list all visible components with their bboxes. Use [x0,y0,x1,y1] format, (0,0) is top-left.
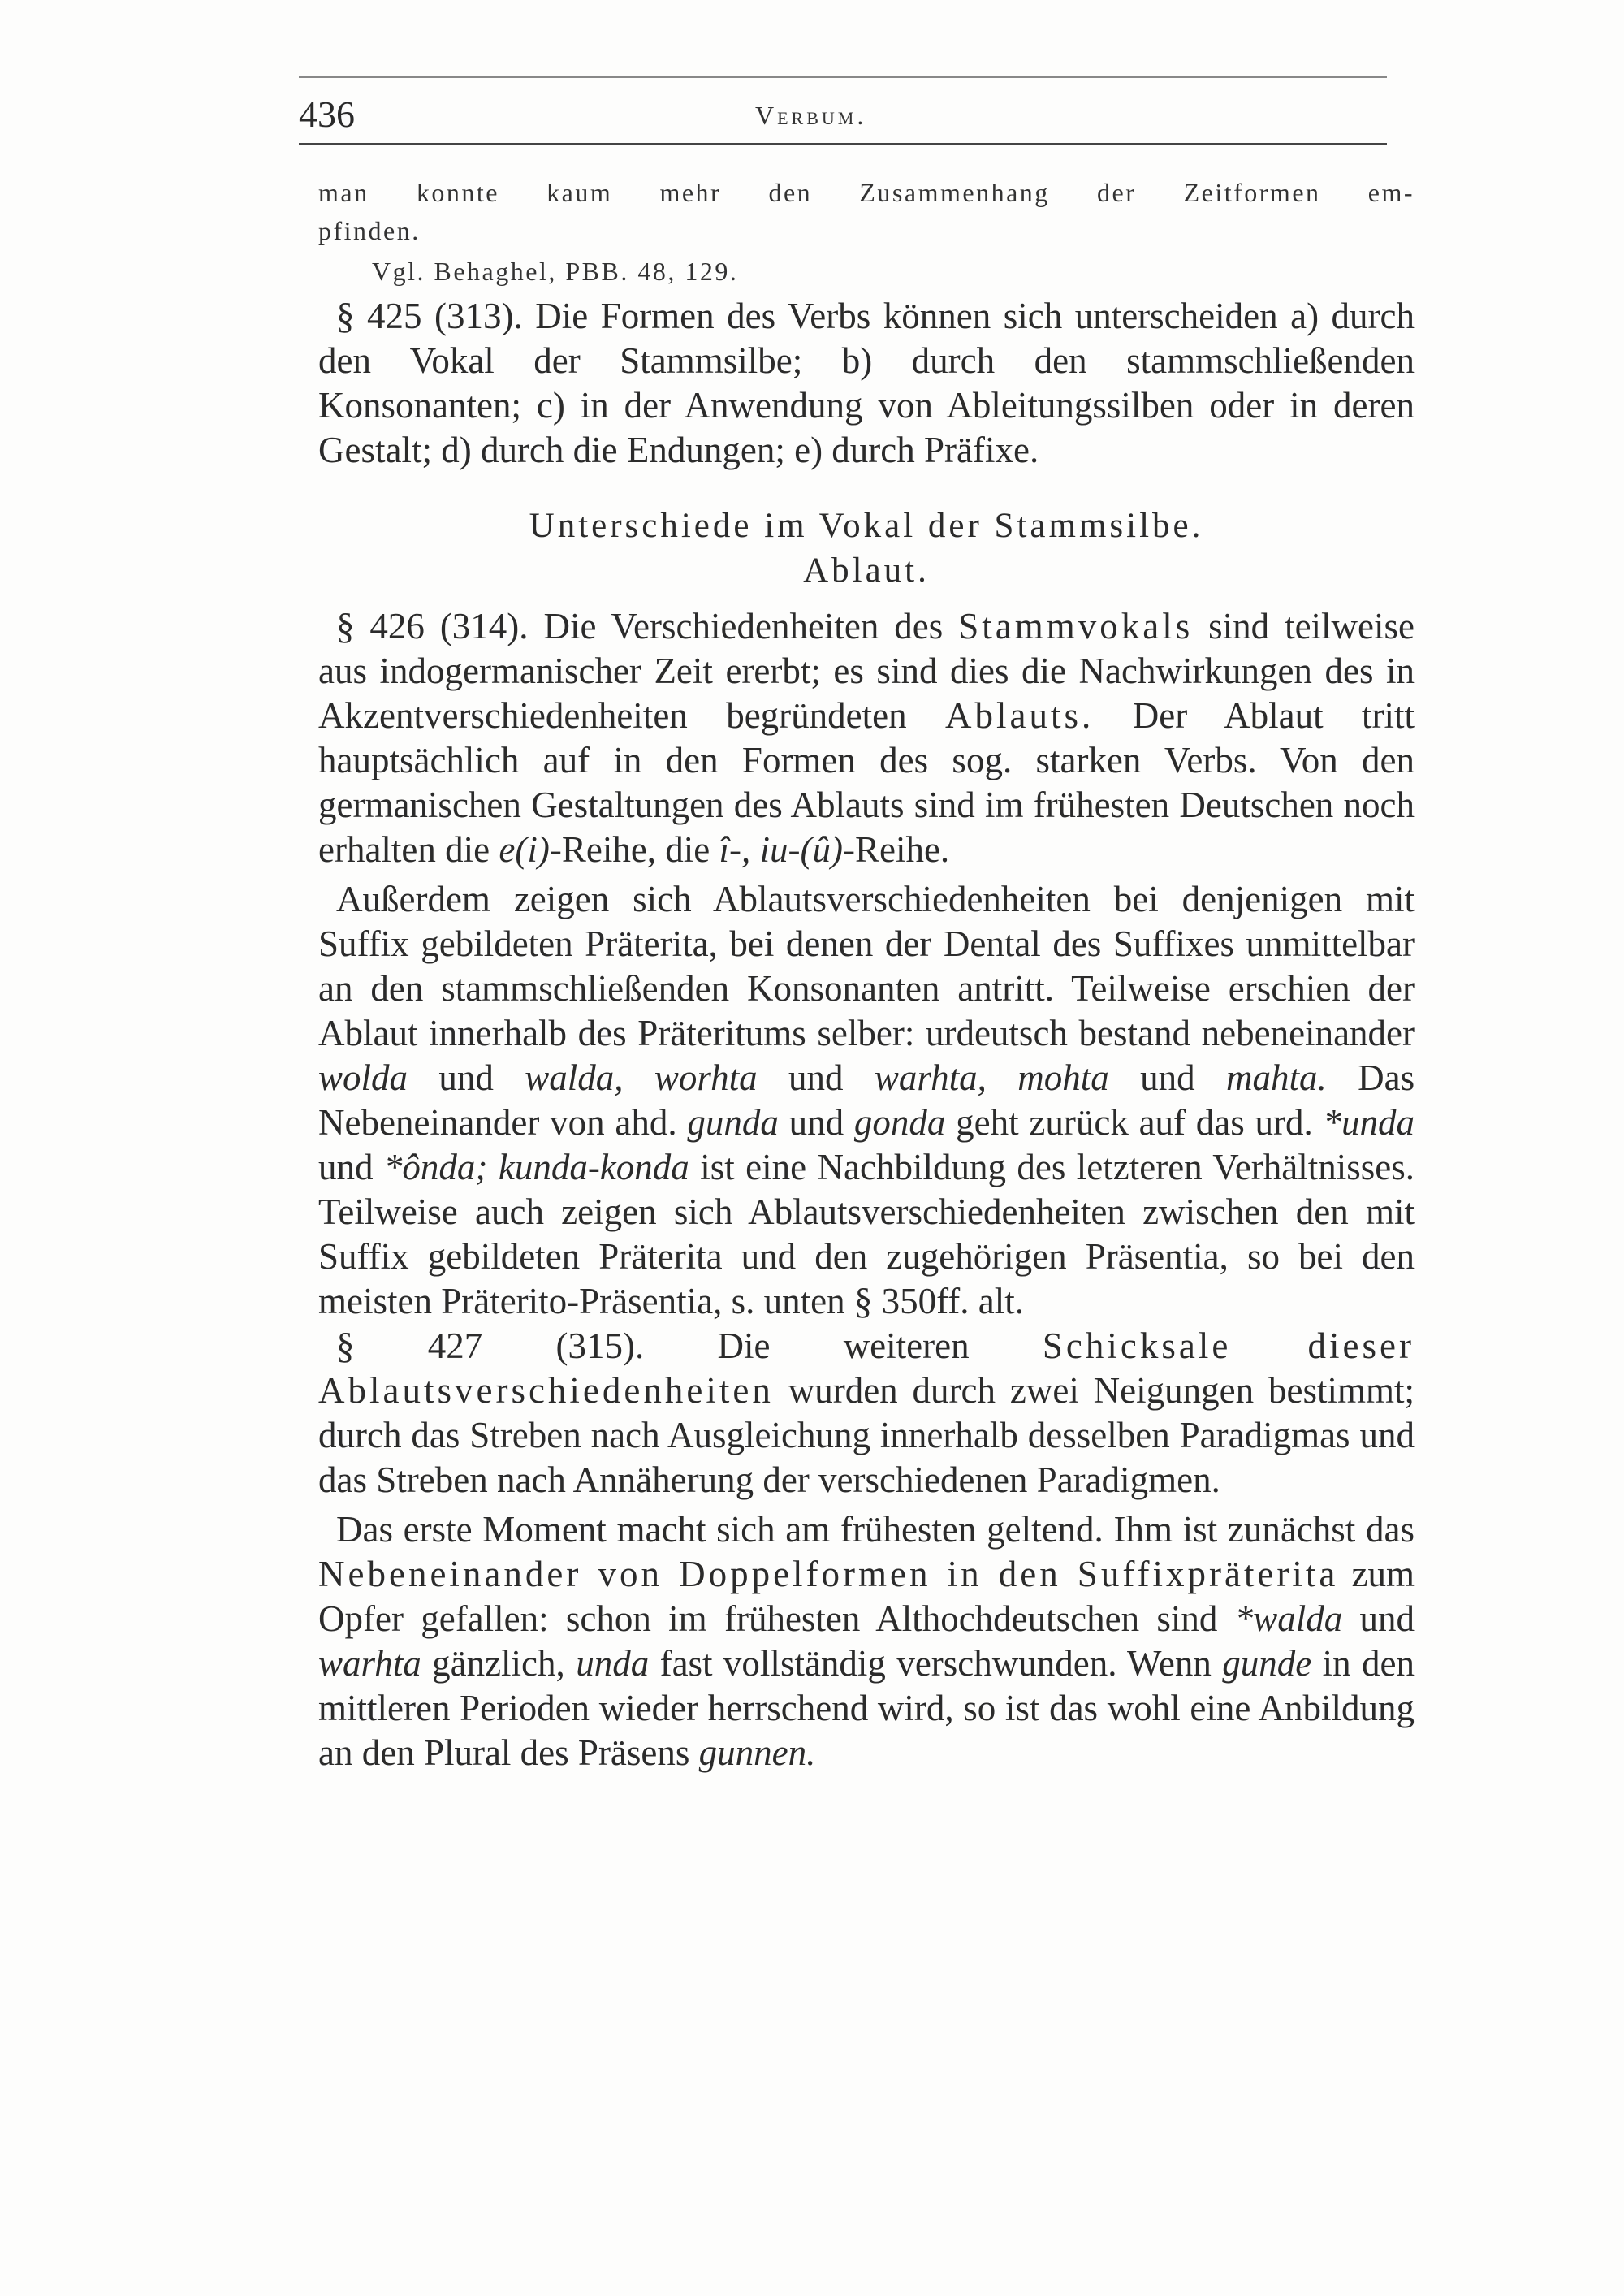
italic-term-gunnen: gunnen. [698,1732,816,1773]
section-marker-425: § 425 (313). [336,296,523,336]
paragraph-426b-text-9: ist eine Nachbildung des letzteren Verhältnisses. Teilweise auch zeigen sich Ablautsverschiedenheiten zwischen den mit Suffix gebildeten Präterita und den zugehörigen Präsentia, so bei den meisten Präterito-Präsentia, s. unten § 350ff. alt. [318,1147,1415,1321]
spaced-term-nebeneinander: Nebeneinander von Doppelformen in den Suffixpräterita [318,1554,1339,1594]
paragraph-427b-text-1: Das erste Moment macht sich am frühesten geltend. Ihm ist zunächst das [336,1509,1415,1550]
paragraph-427b-text-6: in den mittleren Perioden wieder herrschend wird, so ist das wohl eine Anbildung an den Plural des Präsens [318,1643,1415,1773]
paragraph-426b-text-2: und [438,1057,494,1098]
italic-term-warhta-mohta: warhta, mohta [874,1057,1109,1098]
paragraph-426b-text-3: und [788,1057,844,1098]
spaced-term-schicksale: Schicksale dieser Ablautsverschiedenheiten [318,1325,1415,1411]
paragraph-427-continued [318,1507,1415,1775]
italic-term-mahta: mahta. [1225,1057,1327,1098]
top-rule [299,76,1387,78]
paragraph-425-text: Die Formen des Verbs können sich unterscheiden a) durch den Vokal der Stammsilbe; b) durch den stammschließenden Konsonanten; c) in der Anwendung von Ableitungssilben oder in deren Gestalt; d) durch die Endungen; e) durch Präfixe. [318,296,1415,470]
italic-term-kunda-konda: kunda-konda [498,1147,689,1187]
italic-term-e-i: e(i) [499,829,550,870]
subsection-heading: Ablaut. [803,551,930,590]
paragraph-427b-text-3: und [1359,1598,1415,1639]
paragraph-426-continued [318,877,1415,1324]
body-text [318,174,1415,1775]
intro-line-2: pfinden. [318,216,421,245]
paragraph-426b-text-6: und [788,1102,844,1143]
paragraph-427b-text-2: zum Opfer gefallen: schon im frühesten Althochdeutschen sind [318,1554,1415,1639]
italic-term-i-iu-u: î-, iu-(û) [719,829,843,870]
page-number: 436 [299,93,355,135]
reference-line: Vgl. Behaghel, PBB. 48, 129. [372,257,739,286]
paragraph-426b-text-8: und [318,1147,374,1187]
spaced-term-stammvokals: Stammvokals [958,606,1194,646]
paragraph-426b-text-5: Das Nebeneinander von ahd. [318,1057,1415,1143]
paragraph-426-text-5: -Reihe. [842,829,950,870]
italic-term-walda: *walda [1234,1598,1343,1639]
paragraph-426-text-4: -Reihe, die [549,829,710,870]
paragraph-426-text-2: sind teilweise aus indogermanischer Zeit ererbt; es sind dies die Nachwirkungen des in Akzentverschiedenheiten begründeten [318,606,1415,736]
paragraph-426-text-3: Der Ablaut tritt hauptsächlich auf in den Formen des sog. starken Verbs. Von den germanischen Gestaltungen des Ablauts sind im frühesten Deutschen noch erhalten die [318,695,1415,870]
italic-term-wolda: wolda [318,1057,408,1098]
paragraph-426-text-1: Die Verschiedenheiten des [543,606,944,646]
paragraph-426b-text-4: und [1140,1057,1195,1098]
running-title: Verbum. [755,101,867,130]
paragraph-427-text-2: wurden durch zwei Neigungen bestimmt; durch das Streben nach Ausgleichung innerhalb desselben Paradigmas und das Streben nach Annäherung der verschiedenen Paradigmen. [318,1370,1415,1500]
italic-term-walda-worhta: walda, worhta [525,1057,758,1098]
paragraph-426b-text-7: geht zurück auf das urd. [956,1102,1313,1143]
intro-line-1: man konnte kaum mehr den Zusammenhang der Zeitformen em- [318,178,1415,207]
section-heading: Unterschiede im Vokal der Stammsilbe. [529,507,1204,545]
italic-term-onda: *ônda; [383,1147,488,1187]
section-marker-426: § 426 (314). [336,606,529,646]
paragraph-427 [318,1324,1415,1503]
paragraph-427b-text-4: gänzlich, [432,1643,565,1684]
section-marker-427: § 427 (315). [336,1325,645,1366]
paragraph-426 [318,604,1415,872]
italic-term-gonda: gonda [853,1102,946,1143]
paragraph-427b-text-5: fast vollständig verschwunden. Wenn [659,1643,1212,1684]
italic-term-unda-2: unda [576,1643,650,1684]
paragraph-426b-text-1: Außerdem zeigen sich Ablautsverschiedenheiten bei denjenigen mit Suffix gebildeten Präterita, bei denen der Dental des Suffixes unmittelbar an den stammschließenden Konsonanten antritt. Teilweise erschien der Ablaut innerhalb des Präteritums selber: urdeutsch bestand nebeneinander [318,879,1415,1053]
italic-term-gunde: gunde [1222,1643,1312,1684]
header-rule [299,143,1387,145]
paragraph-425 [318,294,1415,473]
paragraph-427-text-1: Die weiteren [717,1325,970,1366]
italic-term-unda: *unda [1323,1102,1415,1143]
spaced-term-ablauts: Ablauts. [945,695,1095,736]
italic-term-gunda: gunda [687,1102,779,1143]
italic-term-warhta: warhta [318,1643,421,1684]
